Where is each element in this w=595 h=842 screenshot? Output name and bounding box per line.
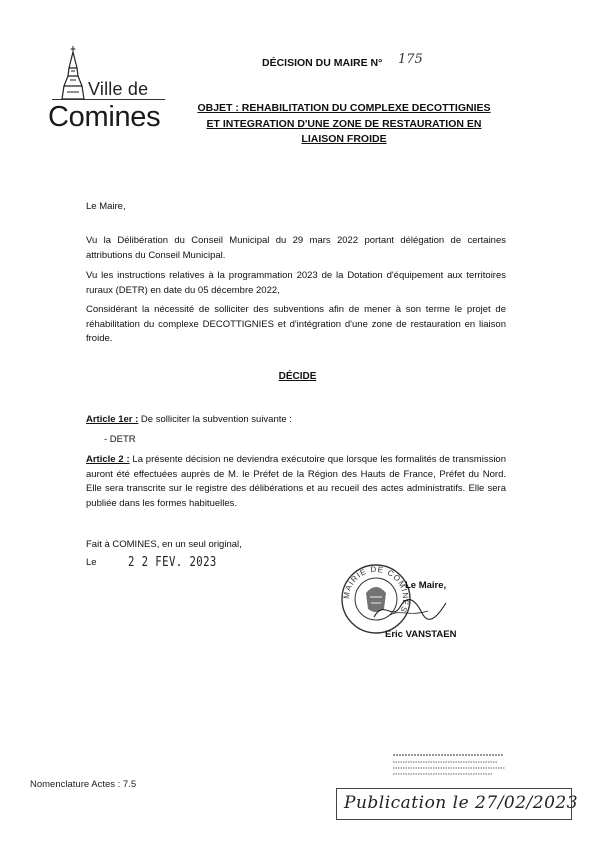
decision-title: DÉCISION DU MAIRE N° — [262, 57, 383, 69]
church-tower-icon — [60, 46, 86, 104]
decide-heading: DÉCIDE — [278, 371, 317, 382]
decision-number: 175 — [398, 52, 423, 67]
comines-logo — [44, 46, 170, 138]
objet-line-1: OBJET : REHABILITATION DU COMPLEXE DECOTTIGNIES — [197, 102, 491, 114]
bullet-item: - DETR — [104, 434, 136, 445]
date-stamp: 2 2 FEV. 2023 — [128, 555, 217, 570]
objet-line-2: ET INTEGRATION D'UNE ZONE DE RESTAURATION EN — [206, 117, 482, 130]
vu-paragraph-1: Vu la Délibération du Conseil Municipal du 29 mars 2022 portant délégation de certaines attributions du Conseil Municipal. — [86, 235, 506, 261]
article-2-label: Article 2 : — [86, 454, 130, 465]
nomenclature-label: Nomenclature Actes : 7.5 — [30, 779, 137, 790]
date-label: Le — [86, 557, 97, 568]
article-2 — [86, 453, 506, 511]
seal-text: MAIRIE DE COMINES — [341, 564, 411, 615]
logo-ville-text: Ville de — [88, 79, 149, 99]
publication-text: Publication le 27/02/2023 — [344, 793, 579, 813]
signature-icon — [370, 595, 450, 625]
article-1 — [86, 413, 506, 428]
greeting: Le Maire, — [86, 201, 126, 212]
article-2-text: La présente décision ne deviendra exécutoire que lorsque les formalités de transmission auront été effectuées auprès de M. le Préfet de la Région des Hauts de France, Préfet du Nord. Elle sera transcrite sur le registre des délibérations et au recueil des actes administratifs. Elle sera publiée dans les formes habituelles. — [86, 454, 506, 509]
vu-paragraph-2: Vu les instructions relatives à la programmation 2023 de la Dotation d'équipement aux territoires ruraux (DETR) en date du 05 décembre 2022, — [86, 270, 506, 296]
maire-name: Eric VANSTAEN — [385, 629, 457, 640]
maire-label: Le Maire, — [405, 580, 447, 591]
objet-heading — [176, 101, 512, 148]
logo-comines-text: Comines — [48, 101, 161, 133]
fait-line: Fait à COMINES, en un seul original, — [86, 539, 242, 550]
article-1-label: Article 1er : — [86, 414, 139, 425]
considerant-paragraph: Considérant la nécessité de solliciter des subventions afin de mener à son terme le projet de réhabilitation du complexe DECOTTIGNIES et d'intégration d'une zone de restauration en liaison froide. — [86, 304, 506, 344]
objet-line-3: LIAISON FROIDE — [301, 133, 387, 145]
transmission-receipt-stamp — [393, 752, 513, 782]
article-1-text: De solliciter la subvention suivante : — [138, 414, 292, 425]
